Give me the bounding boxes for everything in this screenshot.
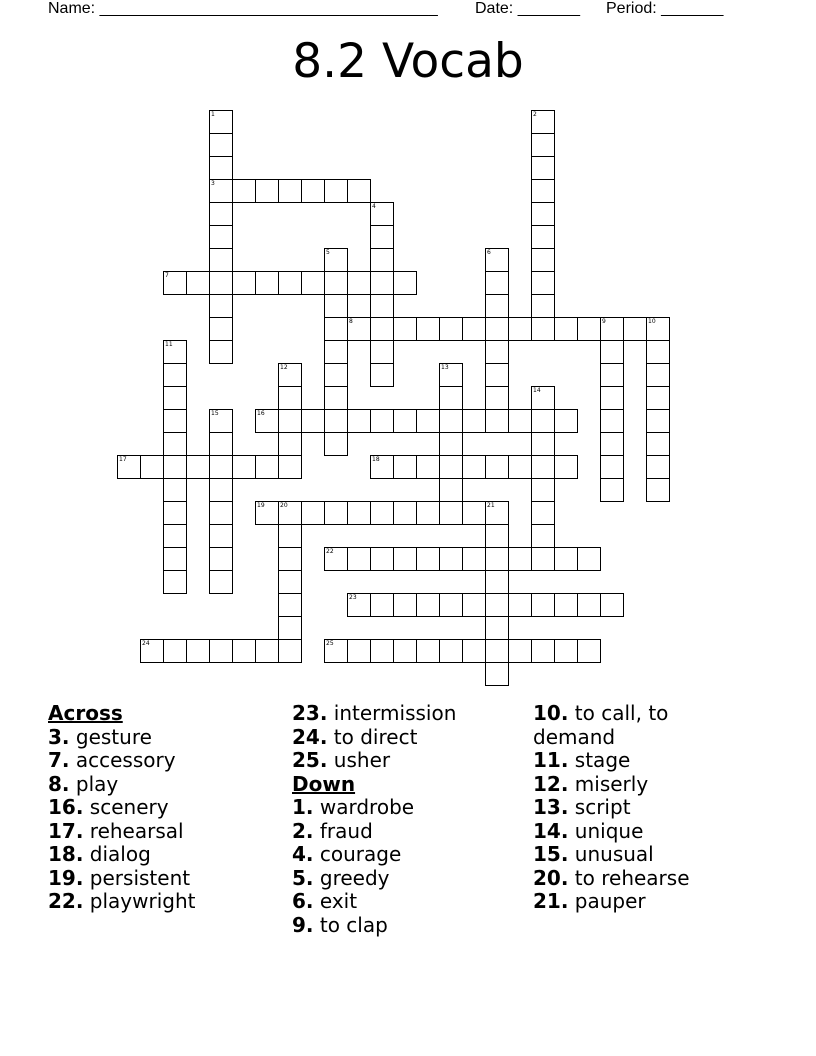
grid-cell[interactable] (600, 363, 624, 387)
grid-cell[interactable] (462, 593, 486, 617)
grid-cell[interactable] (278, 409, 302, 433)
grid-cell[interactable] (531, 317, 555, 341)
grid-cell[interactable] (600, 386, 624, 410)
down-heading: Down (292, 771, 356, 796)
grid-cell[interactable] (278, 639, 302, 663)
clue-item-text: stage (574, 748, 631, 772)
clues-column-3 (533, 702, 733, 914)
clue-item-text: usher (333, 748, 391, 772)
clues-column-2 (292, 702, 522, 937)
clue-item (533, 867, 733, 891)
clue-number: 23 (349, 594, 357, 601)
clue-item-text: accessory (75, 748, 176, 772)
clue-item (292, 914, 522, 938)
clue-item-number: 25. (292, 748, 328, 772)
clue-item-text: dialog (89, 842, 151, 866)
grid-cell[interactable] (278, 547, 302, 571)
grid-cell[interactable] (393, 547, 417, 571)
grid-cell[interactable] (370, 409, 394, 433)
grid-cell[interactable] (416, 639, 440, 663)
grid-cell[interactable] (485, 386, 509, 410)
grid-cell[interactable] (600, 340, 624, 364)
grid-cell[interactable] (531, 501, 555, 525)
grid-cell[interactable] (347, 501, 371, 525)
grid-cell[interactable] (531, 271, 555, 295)
grid-cell[interactable] (531, 248, 555, 272)
grid-cell[interactable] (439, 639, 463, 663)
grid-cell[interactable] (554, 639, 578, 663)
grid-cell[interactable] (209, 639, 233, 663)
grid-cell[interactable] (531, 225, 555, 249)
grid-cell[interactable] (485, 547, 509, 571)
grid-cell[interactable] (370, 547, 394, 571)
clue-item-text: exit (319, 889, 358, 913)
clue-number: 21 (487, 502, 495, 509)
clue-item-number: 19. (48, 865, 84, 890)
grid-cell[interactable] (140, 455, 164, 479)
clue-item-number: 24. (292, 724, 328, 749)
clue-number: 10 (648, 318, 656, 325)
grid-cell[interactable] (347, 271, 371, 295)
clue-item-number: 20. (533, 865, 569, 890)
grid-cell[interactable] (255, 271, 279, 295)
grid-cell[interactable] (554, 547, 578, 571)
clue-item-number: 2. (292, 818, 314, 843)
grid-cell[interactable] (163, 386, 187, 410)
clue-number: 7 (165, 272, 169, 279)
clue-item-number: 10. (533, 701, 569, 725)
grid-cell[interactable] (209, 202, 233, 226)
grid-cell[interactable] (301, 501, 325, 525)
clue-item (48, 820, 278, 844)
clue-item-number: 5. (292, 865, 314, 890)
grid-cell[interactable] (209, 225, 233, 249)
clue-item (48, 867, 278, 891)
grid-cell[interactable] (209, 317, 233, 341)
grid-cell[interactable] (370, 248, 394, 272)
clue-number: 13 (441, 364, 449, 371)
clue-item-number: 12. (533, 771, 569, 796)
grid-cell[interactable] (462, 317, 486, 341)
grid-cell[interactable] (393, 639, 417, 663)
grid-cell[interactable] (508, 409, 532, 433)
grid-cell[interactable] (209, 294, 233, 318)
grid-cell[interactable] (416, 547, 440, 571)
down-clue-list (292, 796, 522, 937)
clue-number: 1 (211, 111, 215, 118)
grid-cell[interactable] (462, 547, 486, 571)
period-field: Period: _______ (606, 0, 724, 17)
clue-number: 4 (372, 203, 376, 210)
grid-cell[interactable] (416, 409, 440, 433)
grid-cell[interactable] (370, 593, 394, 617)
grid-cell[interactable] (209, 478, 233, 502)
clue-item (48, 843, 278, 867)
grid-cell[interactable] (324, 501, 348, 525)
grid-cell[interactable] (232, 455, 256, 479)
grid-cell[interactable] (485, 570, 509, 594)
grid-cell[interactable] (600, 478, 624, 502)
clue-number: 20 (280, 502, 288, 509)
clue-number: 2 (533, 111, 537, 118)
clue-item-number: 13. (533, 795, 569, 819)
grid-cell[interactable] (255, 179, 279, 203)
grid-cell[interactable] (462, 409, 486, 433)
grid-cell[interactable] (324, 294, 348, 318)
grid-cell[interactable] (209, 156, 233, 180)
grid-cell[interactable] (485, 363, 509, 387)
grid-cell[interactable] (577, 639, 601, 663)
clue-number: 12 (280, 364, 288, 371)
clue-item (533, 773, 733, 797)
clue-number: 19 (257, 502, 265, 509)
clue-item-text: unique (574, 818, 644, 843)
clue-item (292, 890, 522, 914)
grid-cell[interactable] (462, 501, 486, 525)
clue-item-number: 23. (292, 701, 328, 725)
grid-cell[interactable] (209, 340, 233, 364)
grid-cell[interactable] (531, 133, 555, 157)
grid-cell[interactable] (531, 409, 555, 433)
grid-cell[interactable] (646, 363, 670, 387)
grid-cell[interactable] (439, 593, 463, 617)
grid-cell[interactable] (370, 639, 394, 663)
grid-cell[interactable] (485, 593, 509, 617)
grid-cell[interactable] (485, 271, 509, 295)
grid-cell[interactable] (278, 179, 302, 203)
grid-cell[interactable] (186, 271, 210, 295)
grid-cell[interactable] (508, 455, 532, 479)
clue-number: 9 (602, 318, 606, 325)
grid-cell[interactable] (163, 363, 187, 387)
grid-cell[interactable] (439, 455, 463, 479)
clue-item-text: persistent (89, 865, 191, 890)
grid-cell[interactable] (554, 409, 578, 433)
grid-cell[interactable] (278, 455, 302, 479)
grid-cell[interactable] (324, 271, 348, 295)
clue-number: 18 (372, 456, 380, 463)
grid-cell[interactable] (416, 455, 440, 479)
grid-cell[interactable] (186, 455, 210, 479)
grid-cell[interactable] (324, 386, 348, 410)
clue-number: 8 (349, 318, 353, 325)
grid-cell[interactable] (485, 294, 509, 318)
grid-cell[interactable] (531, 156, 555, 180)
grid-cell[interactable] (209, 133, 233, 157)
grid-cell[interactable] (623, 317, 647, 341)
grid-cell[interactable] (393, 593, 417, 617)
grid-cell[interactable] (278, 616, 302, 640)
grid-cell[interactable] (439, 501, 463, 525)
clue-item-text: wardrobe (319, 795, 415, 819)
clue-item-text: to call, to demand (533, 701, 669, 749)
across-clue-list-continued (292, 702, 522, 773)
clue-item-number: 9. (292, 912, 314, 937)
grid-cell[interactable] (508, 317, 532, 341)
grid-cell[interactable] (209, 547, 233, 571)
clue-item-text: playwright (89, 889, 196, 913)
grid-cell[interactable] (485, 340, 509, 364)
grid-cell[interactable] (278, 271, 302, 295)
grid-cell[interactable] (531, 639, 555, 663)
grid-cell[interactable] (439, 317, 463, 341)
clue-item-number: 21. (533, 889, 569, 913)
grid-cell[interactable] (600, 432, 624, 456)
grid-cell[interactable] (278, 593, 302, 617)
grid-cell[interactable] (209, 570, 233, 594)
grid-cell[interactable] (324, 432, 348, 456)
clue-item (292, 867, 522, 891)
clue-number: 11 (165, 341, 173, 348)
grid-cell[interactable] (393, 271, 417, 295)
clue-item-text: fraud (319, 818, 373, 843)
grid-cell[interactable] (370, 501, 394, 525)
clue-item-text: intermission (333, 701, 457, 725)
across-heading: Across (48, 701, 123, 725)
grid-cell[interactable] (600, 455, 624, 479)
clue-number: 14 (533, 387, 541, 394)
name-field: Name: ______________________________________ (48, 0, 438, 17)
clue-number: 17 (119, 456, 127, 463)
down-clue-list-continued (533, 702, 733, 914)
grid-cell[interactable] (439, 432, 463, 456)
grid-cell[interactable] (531, 524, 555, 548)
clue-item-number: 4. (292, 842, 314, 866)
clue-item-number: 3. (48, 724, 70, 749)
date-field: Date: _______ (475, 0, 580, 17)
clue-item-text: to clap (319, 912, 388, 937)
grid-cell[interactable] (209, 524, 233, 548)
clue-item (292, 749, 522, 773)
page-title: 8.2 Vocab (292, 34, 524, 89)
grid-cell[interactable] (232, 179, 256, 203)
grid-cell[interactable] (324, 340, 348, 364)
clue-item-text: rehearsal (89, 818, 184, 843)
clue-item-text: to direct (333, 724, 418, 749)
grid-cell[interactable] (646, 386, 670, 410)
clue-number: 25 (326, 640, 334, 647)
grid-cell[interactable] (347, 409, 371, 433)
clue-item (292, 726, 522, 750)
clue-item (48, 890, 278, 914)
clue-item (292, 796, 522, 820)
clue-item-text: miserly (574, 771, 649, 796)
grid-cell[interactable] (416, 593, 440, 617)
clues-column-1 (48, 702, 278, 914)
clue-item-text: scenery (89, 795, 169, 819)
grid-cell[interactable] (393, 455, 417, 479)
clue-number: 3 (211, 180, 215, 187)
grid-cell[interactable] (393, 501, 417, 525)
grid-cell[interactable] (393, 317, 417, 341)
grid-cell[interactable] (209, 432, 233, 456)
grid-cell[interactable] (531, 455, 555, 479)
grid-cell[interactable] (370, 340, 394, 364)
clue-item-number: 8. (48, 771, 70, 796)
grid-cell[interactable] (186, 639, 210, 663)
clue-item-text: courage (319, 842, 402, 866)
grid-cell[interactable] (646, 409, 670, 433)
grid-cell[interactable] (531, 294, 555, 318)
clue-item (533, 796, 733, 820)
grid-cell[interactable] (531, 432, 555, 456)
grid-cell[interactable] (554, 455, 578, 479)
grid-cell[interactable] (232, 271, 256, 295)
grid-cell[interactable] (508, 593, 532, 617)
grid-cell[interactable] (370, 294, 394, 318)
grid-cell[interactable] (301, 271, 325, 295)
grid-cell[interactable] (577, 547, 601, 571)
grid-cell[interactable] (600, 593, 624, 617)
grid-cell[interactable] (209, 271, 233, 295)
grid-cell[interactable] (485, 524, 509, 548)
clue-item-number: 22. (48, 889, 84, 913)
clue-item (292, 843, 522, 867)
grid-cell[interactable] (531, 547, 555, 571)
clue-item-number: 18. (48, 842, 84, 866)
clue-item-number: 1. (292, 795, 314, 819)
clue-number: 24 (142, 640, 150, 647)
grid-cell[interactable] (577, 317, 601, 341)
clue-item-number: 7. (48, 748, 70, 772)
grid-cell[interactable] (163, 455, 187, 479)
grid-cell[interactable] (278, 570, 302, 594)
grid-cell[interactable] (347, 179, 371, 203)
grid-cell[interactable] (370, 363, 394, 387)
grid-cell[interactable] (485, 639, 509, 663)
grid-cell[interactable] (531, 478, 555, 502)
clue-item-number: 17. (48, 818, 84, 843)
grid-cell[interactable] (163, 478, 187, 502)
grid-cell[interactable] (531, 593, 555, 617)
grid-cell[interactable] (163, 409, 187, 433)
clue-item (533, 843, 733, 867)
grid-cell[interactable] (370, 271, 394, 295)
grid-cell[interactable] (416, 501, 440, 525)
grid-cell[interactable] (324, 363, 348, 387)
grid-cell[interactable] (347, 547, 371, 571)
grid-cell[interactable] (554, 317, 578, 341)
grid-cell[interactable] (393, 409, 417, 433)
clue-item-text: pauper (574, 889, 646, 913)
clue-item-text: gesture (75, 724, 152, 749)
grid-cell[interactable] (554, 593, 578, 617)
grid-cell[interactable] (462, 639, 486, 663)
grid-cell[interactable] (301, 179, 325, 203)
grid-cell[interactable] (439, 547, 463, 571)
grid-cell[interactable] (462, 455, 486, 479)
grid-cell[interactable] (508, 639, 532, 663)
grid-cell[interactable] (416, 317, 440, 341)
grid-cell[interactable] (646, 455, 670, 479)
clue-item-text: greedy (319, 865, 390, 890)
grid-cell[interactable] (278, 386, 302, 410)
grid-cell[interactable] (439, 409, 463, 433)
grid-cell[interactable] (370, 317, 394, 341)
grid-cell[interactable] (301, 409, 325, 433)
grid-cell[interactable] (646, 340, 670, 364)
grid-cell[interactable] (163, 570, 187, 594)
grid-cell[interactable] (485, 616, 509, 640)
grid-cell[interactable] (163, 501, 187, 525)
grid-cell[interactable] (209, 248, 233, 272)
clue-item (48, 796, 278, 820)
clue-item (533, 749, 733, 773)
clue-item-number: 14. (533, 818, 569, 843)
clue-item-number: 11. (533, 748, 569, 772)
grid-cell[interactable] (163, 639, 187, 663)
clue-item (48, 773, 278, 797)
grid-cell[interactable] (255, 639, 279, 663)
grid-cell[interactable] (278, 432, 302, 456)
clue-item-text: unusual (574, 842, 654, 866)
grid-cell[interactable] (324, 179, 348, 203)
grid-cell[interactable] (439, 478, 463, 502)
grid-cell[interactable] (485, 455, 509, 479)
grid-cell[interactable] (508, 547, 532, 571)
clue-item-number: 6. (292, 889, 314, 913)
grid-cell[interactable] (278, 524, 302, 548)
clue-item-number: 16. (48, 795, 84, 819)
clue-item (533, 702, 733, 749)
clue-number: 16 (257, 410, 265, 417)
clue-item (292, 702, 522, 726)
clue-number: 5 (326, 249, 330, 256)
grid-cell[interactable] (531, 202, 555, 226)
grid-cell[interactable] (439, 386, 463, 410)
grid-cell[interactable] (232, 639, 256, 663)
grid-cell[interactable] (646, 432, 670, 456)
clue-item-number: 15. (533, 842, 569, 866)
clue-item (48, 726, 278, 750)
grid-cell[interactable] (255, 455, 279, 479)
clue-number: 6 (487, 249, 491, 256)
grid-cell[interactable] (324, 317, 348, 341)
clue-item-text: script (574, 795, 631, 819)
clue-item (533, 820, 733, 844)
clue-number: 15 (211, 410, 219, 417)
grid-cell[interactable] (209, 501, 233, 525)
clue-item (533, 890, 733, 914)
grid-cell[interactable] (324, 409, 348, 433)
across-clue-list (48, 726, 278, 914)
grid-cell[interactable] (347, 639, 371, 663)
grid-cell[interactable] (577, 593, 601, 617)
grid-cell[interactable] (163, 547, 187, 571)
clue-number: 22 (326, 548, 334, 555)
grid-cell[interactable] (485, 317, 509, 341)
grid-cell[interactable] (370, 225, 394, 249)
grid-cell[interactable] (531, 179, 555, 203)
clue-item (292, 820, 522, 844)
grid-cell[interactable] (163, 432, 187, 456)
grid-cell[interactable] (163, 524, 187, 548)
clue-item (48, 749, 278, 773)
clue-item-text: to rehearse (574, 865, 690, 890)
grid-cell[interactable] (600, 409, 624, 433)
grid-cell[interactable] (209, 455, 233, 479)
grid-cell[interactable] (485, 409, 509, 433)
grid-cell[interactable] (485, 662, 509, 686)
grid-cell[interactable] (646, 478, 670, 502)
clue-item-text: play (75, 771, 119, 796)
